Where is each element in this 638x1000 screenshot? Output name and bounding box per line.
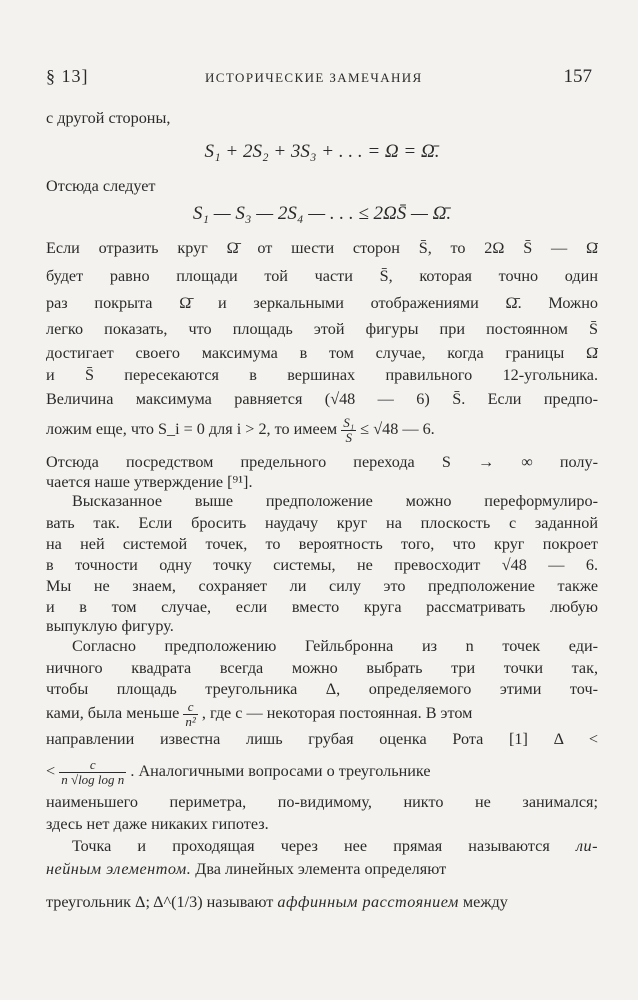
text-line: на ней системой точек, то вероятность того, что круг покроет [46, 535, 598, 553]
text-fragment: ложим еще, что S_i = 0 для i > 2, то имеем [46, 420, 338, 439]
text-line: выпуклую фигуру. [46, 617, 174, 635]
text-line: будет равно площади той части S̄, которая точно один [46, 267, 598, 285]
fraction-numerator: c [183, 700, 197, 715]
paragraph-first-line [46, 834, 598, 859]
text-line: здесь нет даже никаких гипотез. [46, 815, 269, 833]
text-line: в точности одну точку системы, не превосходит √48 — 6. [46, 556, 598, 574]
text-line: Если отразить круг Ω̄ от шести сторон S̄, то 2Ω S̄ — Ω̄ [46, 239, 598, 257]
text-line: Отсюда посредством предельного перехода S → ∞ полу- [46, 453, 598, 471]
paragraph-first-line: Высказанное выше предположение можно переформулиро- [72, 492, 598, 510]
emphasis-term: аффинным расстоянием [277, 893, 459, 911]
fraction-numerator: c [59, 758, 126, 773]
section-number: § 13] [46, 66, 89, 86]
text-fragment: треугольник Δ; Δ^(1/3) называют [46, 893, 274, 911]
text-line: достигает своего максимума в том случае, когда границы Ω̄ [46, 344, 598, 362]
fraction-denominator: S [345, 430, 352, 445]
text-fragment: ками, была меньше [46, 704, 180, 723]
text-line: с другой стороны, [46, 109, 171, 127]
text-fragment: . Аналогичными вопросами о треугольнике [130, 762, 431, 781]
display-formula: S₁ + 2S₂ + 3S₃ + . . . = Ω = Ω̄. [204, 141, 440, 162]
text-line [46, 890, 598, 915]
page-number: 157 [563, 66, 592, 87]
text-line: вать так. Если бросить наудачу круг на плоскость с заданной [46, 514, 598, 532]
text-line-with-fraction [46, 416, 598, 445]
text-line: чается наше утверждение [⁹¹]. [46, 473, 253, 491]
text-line: легко показать, что площадь этой фигуры при постоянном S̄ [46, 320, 598, 338]
text-line: и S̄ пересекаются в вершинах правильного 12-угольника. [46, 366, 598, 384]
text-line: Величина максимума равняется (√48 — 6) S̄. Если предпо- [46, 390, 598, 408]
text-line: чтобы площадь треугольника Δ, определяемого этими точ- [46, 680, 598, 698]
display-formula: S₁ — S₃ — 2S₄ — . . . ≤ 2ΩS̄ — Ω̄. [192, 203, 452, 224]
text-line: Мы не знаем, сохраняет ли силу это предположение также [46, 577, 598, 595]
text-line: наименьшего периметра, по-видимому, никто не занимался; [46, 793, 598, 811]
text-fragment: , где c — некоторая постоянная. В этом [201, 704, 473, 723]
text-fragment: ≤ √48 — 6. [360, 420, 435, 439]
text-line: и в том случае, если вместо круга рассматривать любую [46, 598, 598, 616]
text-line-with-fraction [46, 758, 598, 787]
text-line: направлении известна лишь грубая оценка Рота [1] Δ < [46, 730, 598, 748]
fraction-denominator: n² [185, 714, 196, 729]
text-fragment: Точка и проходящая через нее прямая называются [72, 837, 550, 855]
emphasis-term: нейным элементом. [46, 860, 192, 878]
text-line: Отсюда следует [46, 177, 156, 195]
fraction-c-over-n2 [183, 700, 197, 729]
running-title: ИСТОРИЧЕСКИЕ ЗАМЕЧАНИЯ [205, 70, 423, 85]
paragraph-first-line: Согласно предположению Гейльбронна из n точек еди- [72, 637, 598, 655]
emphasis-term: ли- [575, 837, 598, 855]
text-fragment: Два линейных элемента определяют [191, 860, 447, 878]
fraction-c-over-root [59, 758, 126, 787]
text-fragment: < [46, 762, 56, 781]
text-line: раз покрыта Ω̄ и зеркальными отображениями Ω̄. Можно [46, 294, 598, 312]
text-line [46, 857, 598, 882]
fraction-denominator: n √log log n [61, 772, 125, 787]
fraction-s1-over-s [341, 416, 356, 445]
text-line-with-fraction [46, 700, 598, 729]
running-header [40, 66, 598, 90]
fraction-numerator: S₁ [343, 415, 355, 430]
text-fragment: между [458, 893, 508, 911]
text-line: ничного квадрата всегда можно выбрать три точки так, [46, 659, 598, 677]
